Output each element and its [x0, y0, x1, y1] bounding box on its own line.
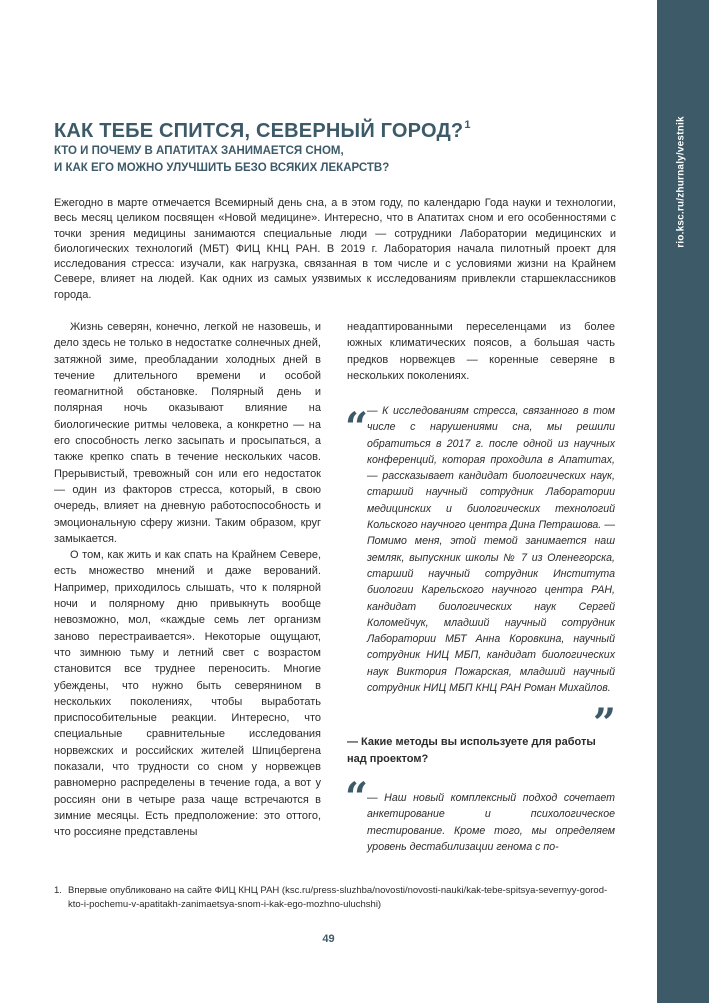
- interview-question: — Какие методы вы используете для работы над проектом?: [347, 736, 596, 765]
- close-quote-icon: ”: [593, 700, 617, 747]
- page-number: 49: [322, 933, 335, 945]
- journal-url[interactable]: rio.ksc.ru/zhurnaly/vestnik: [675, 116, 687, 248]
- right-column-continuation: [347, 319, 615, 384]
- interview-answer: — Наш новый комплексный подход сочетает анкетирование и психологическое тестирование. Кроме того, мы определяем уровень дестабилизации генома с по-: [367, 792, 615, 853]
- body-paragraph: Жизнь северян, конечно, легкой не назовешь, и дело здесь не только в недостатке солнечных дней, затяжной зиме, преобладании холодных дней в течение длительного времени и особой геомагнитной обстановке. Полярный день и полярная ночь оказывают влияние на биологические ритмы человека, а конкретно — на его способность легко засыпать и просыпаться, а также крепко спать в течение нескольких часов. Прерывистый, тревожный сон или его недостаток — один из факторов стресса, который, в свою очередь, влияет на дневную работоспособность и эмоциональную сферу жизни. Таким образом, круг замыкается.: [54, 321, 321, 545]
- subtitle-line-2: И КАК ЕГО МОЖНО УЛУЧШИТЬ БЕЗО ВСЯКИХ ЛЕКАРСТВ?: [54, 162, 390, 174]
- open-quote-icon: “: [345, 404, 369, 451]
- article-subtitle: [54, 143, 614, 177]
- open-quote-icon: “: [345, 774, 369, 821]
- footnote-number: 1.: [54, 885, 62, 896]
- lead-paragraph: Ежегодно в марте отмечается Всемирный день сна, а в этом году, по календарю Года науки и технологии, весь месяц целиком посвящен «Новой медицине». Интересно, что в Апатитах сном и его особенностями с точки зрения медицины занимаются специальные люди — сотрудники Лаборатории медицинских и биологических технологий (МБТ) ФИЦ КНЦ РАН. В 2019 г. Лаборатория начала пилотный проект для исследования стресса: изучали, как нагрузка, связанная в том числе и с условиями жизни на Крайнем Севере, влияет на людей. Как одних из самых уязвимых к исследованиям привлекли старшеклассников города.: [54, 197, 616, 301]
- article-title: [54, 113, 614, 143]
- subtitle-line-1: КТО И ПОЧЕМУ В АПАТИТАХ ЗАНИМАЕТСЯ СНОМ,: [54, 145, 344, 157]
- body-paragraph: неадаптированными переселенцами из более южных климатических поясов, а большая часть предков норвежцев — коренные северяне в нескольких поколениях.: [347, 321, 615, 382]
- article-title-text: КАК ТЕБЕ СПИТСЯ, СЕВЕРНЫЙ ГОРОД?: [54, 120, 464, 142]
- title-footnote-ref[interactable]: 1: [464, 119, 471, 131]
- footnote-text: Впервые опубликовано на сайте ФИЦ КНЦ РАН (ksc.ru/press-sluzhba/novosti/novosti-nauki/kak-tebe-spitsya-severnyy-gorod-kto-i-pochemu-v-apatitakh-zanimaetsya-snom-i-kak-ego-mozhno-uluchshi): [68, 885, 608, 910]
- body-paragraph: О том, как жить и как спать на Крайнем Севере, есть множество мнений и даже верований. Например, приходилось слышать, что к полярной ночи и полярному дню привыкнуть вообще невозможно, мол, «каждые семь лет организм заново перестраивается». Некоторые ощущают, что зимнюю тьму и летний свет с возрастом становится все труднее переносить. Многие убеждены, что нужно быть северянином в нескольких поколениях, чтобы выработать приспособительные реакции. Интересно, что специальные сравнительные исследования норвежских и российских жителей Шпицбергена показали, что трудности со сном у норвежцев равномерно распределены в течение года, а вот у россиян они в четыре раза чаще встречаются в зимние месяцы. Есть предположение: это оттого, что россияне представлены: [54, 549, 321, 839]
- left-column: [54, 319, 321, 841]
- interview-quote: — К исследованиям стресса, связанного в том числе с нарушениями сна, мы решили обратиться в 2017 г. после одной из научных конференций, которая проходила в Апатитах, — рассказывает кандидат биологических наук, старший научный сотрудник Лаборатории медицинских и биологических технологий Кольского научного центра Дина Петрашова. — Помимо меня, этой темой занимается наш земляк, выпускник школы № 7 из Оленегорска, старший научный сотрудник Института биологии Карельского научного центра РАН, кандидат биологических наук Сергей Коломейчук, младший научный сотрудник Лаборатории МБТ Анна Коровкина, научный сотрудник НИЦ МБП, кандидат биологических наук Виктория Пожарская, младший научный сотрудник НИЦ МБП КНЦ РАН Роман Михайлов.: [367, 405, 615, 695]
